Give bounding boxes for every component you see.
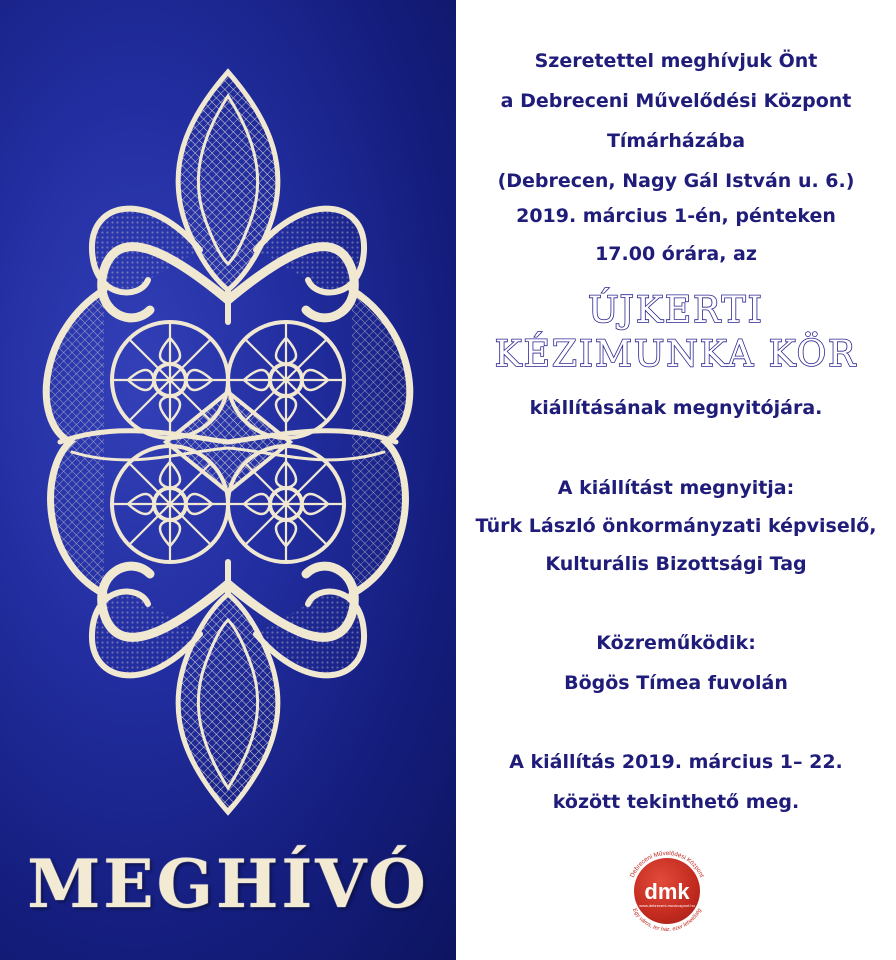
- invite-line: a Debreceni Művelődési Központ: [500, 90, 852, 112]
- exhibition-title-line-2: KÉZIMUNKA KÖR: [494, 334, 858, 375]
- event-date: 2019. március 1-én, pénteken: [516, 205, 836, 227]
- svg-text:Egy város, ter ház, ezer lehet: [631, 907, 704, 933]
- exhibition-dates-end: között tekinthető meg.: [552, 791, 800, 813]
- dmk-logo: [621, 845, 713, 937]
- performer-label: Közreműködik:: [596, 632, 756, 654]
- svg-text:Debreceni Művelődési Központ: [629, 850, 705, 879]
- venue-name: Tímárházába: [606, 130, 746, 152]
- logo-org-name: Debreceni Művelődési Központ: [628, 849, 706, 879]
- opener-role: Kulturális Bizottsági Tag: [545, 553, 807, 575]
- performer-name: Bögös Tímea fuvolán: [564, 672, 788, 694]
- logo-abbr: dmk: [644, 879, 690, 904]
- cover-title: MEGHÍVÓ: [27, 845, 429, 923]
- exhibition-title-line-1: ÚJKERTI: [588, 290, 764, 331]
- logo-url: www.debreceni-muvkozpont.hu: [639, 903, 695, 908]
- exhibition-subtitle: kiállításának megnyitójára.: [529, 397, 823, 419]
- invitation-text-panel: [456, 0, 896, 960]
- exhibition-dates: A kiállítás 2019. március 1– 22.: [509, 751, 843, 773]
- opener-label: A kiállítást megnyitja:: [557, 477, 795, 499]
- invite-line: Szeretettel meghívjuk Önt: [534, 50, 818, 72]
- venue-address: (Debrecen, Nagy Gál István u. 6.): [497, 170, 855, 192]
- event-time: 17.00 órára, az: [595, 243, 757, 265]
- logo-slogan: Egy város, ter ház, ezer lehetőség: [630, 907, 704, 934]
- opener-name: Türk László önkormányzati képviselő,: [475, 515, 877, 537]
